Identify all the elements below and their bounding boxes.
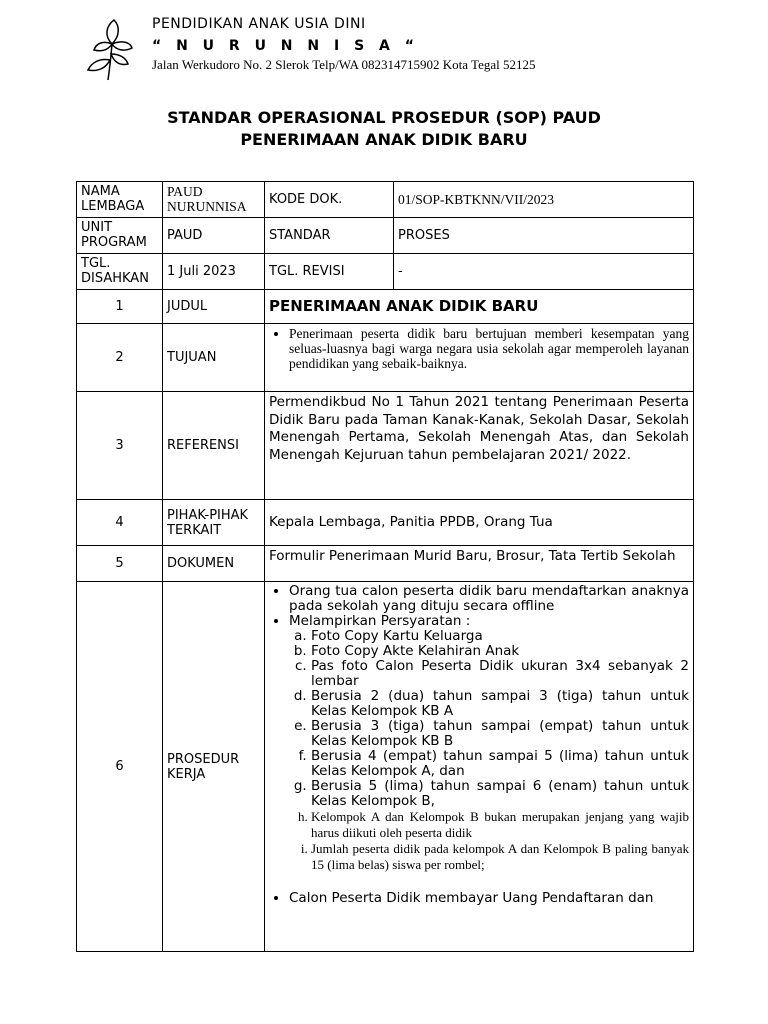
table-row — [77, 290, 694, 324]
purpose-cell — [265, 324, 694, 392]
row-label: TUJUAN — [163, 324, 265, 392]
table-row — [77, 546, 694, 582]
procedure-cell — [265, 582, 694, 952]
flower-logo-icon — [84, 14, 142, 82]
list-item: g. Berusia 5 (lima) tahun sampai 6 (enam) tahun untuk Kelas Kelompok B, — [311, 779, 689, 809]
value-cell: PROSES — [394, 218, 694, 254]
school-address: Jalan Werkudoro No. 2 Slerok Telp/WA 082314715902 Kota Tegal 52125 — [152, 57, 536, 72]
row-label: DOKUMEN — [163, 546, 265, 582]
list-item: f. Berusia 4 (empat) tahun sampai 5 (lima) tahun untuk Kelas Kelompok A, dan — [311, 749, 689, 779]
row-number: 3 — [77, 392, 163, 500]
list-item: d. Berusia 2 (dua) tahun sampai 3 (tiga) tahun untuk Kelas Kelompok KB A — [311, 689, 689, 719]
sop-title: PENERIMAAN ANAK DIDIK BARU — [265, 290, 694, 324]
list-item: b. Foto Copy Akte Kelahiran Anak — [311, 644, 689, 659]
table-row — [77, 218, 694, 254]
document-title: STANDAR OPERASIONAL PROSEDUR (SOP) PAUD — [167, 108, 601, 127]
list-item: • Calon Peserta Didik membayar Uang Pendaftaran dan — [289, 891, 689, 906]
reference-cell: Permendikbud No 1 Tahun 2021 tentang Penerimaan Peserta Didik Baru pada Taman Kanak-Kanak, Sekolah Dasar, Sekolah Menengah Pertama, Sekolah Menengah Atas, dan Sekolah Menengah Kejuruan tahun pembelajaran 2021/ 2022. — [265, 392, 694, 500]
row-label: PIHAK-PIHAK TERKAIT — [163, 500, 265, 546]
row-label: JUDUL — [163, 290, 265, 324]
row-number: 4 — [77, 500, 163, 546]
list-item: • Penerimaan peserta didik baru bertujuan memberi kesempatan yang seluas-luasnya bagi warga negara usia sekolah agar memperoleh layanan pendidikan yang sebaik-baiknya. — [289, 326, 689, 371]
row-label: PROSEDUR KERJA — [163, 582, 265, 952]
document-subtitle: PENERIMAAN ANAK DIDIK BARU — [240, 130, 528, 149]
label-cell: STANDAR — [265, 218, 394, 254]
list-item: e. Berusia 3 (tiga) tahun sampai (empat) tahun untuk Kelas Kelompok KB B — [311, 719, 689, 749]
parties-cell: Kepala Lembaga, Panitia PPDB, Orang Tua — [265, 500, 694, 546]
row-number: 5 — [77, 546, 163, 582]
row-number: 1 — [77, 290, 163, 324]
label-cell: NAMA LEMBAGA — [77, 182, 163, 218]
table-row — [77, 392, 694, 500]
label-cell: UNIT PROGRAM — [77, 218, 163, 254]
value-cell: PAUD — [163, 218, 265, 254]
table-row — [77, 582, 694, 952]
label-cell: TGL. DISAHKAN — [77, 254, 163, 290]
list-item: c. Pas foto Calon Peserta Didik ukuran 3x4 sebanyak 2 lembar — [311, 659, 689, 689]
table-row — [77, 254, 694, 290]
value-cell: 01/SOP-KBTKNN/VII/2023 — [394, 182, 694, 218]
list-item — [289, 614, 689, 873]
documents-cell: Formulir Penerimaan Murid Baru, Brosur, Tata Tertib Sekolah — [265, 546, 694, 582]
table-row — [77, 500, 694, 546]
requirements-heading: Melampirkan Persyaratan : — [289, 613, 471, 629]
list-item: a. Foto Copy Kartu Keluarga — [311, 629, 689, 644]
list-item: i. Jumlah peserta didik pada kelompok A dan Kelompok B paling banyak 15 (lima belas) siswa per rombel; — [311, 841, 689, 873]
school-type: PENDIDIKAN ANAK USIA DINI — [152, 16, 366, 32]
table-row — [77, 324, 694, 392]
value-cell: - — [394, 254, 694, 290]
school-name: “ N U R U N N I S A “ — [152, 38, 419, 54]
label-cell: TGL. REVISI — [265, 254, 394, 290]
label-cell: KODE DOK. — [265, 182, 394, 218]
value-cell: 1 Juli 2023 — [163, 254, 265, 290]
sop-table — [76, 181, 694, 952]
list-item: h. Kelompok A dan Kelompok B bukan merupakan jenjang yang wajib harus diikuti oleh peserta didik — [311, 809, 689, 841]
table-row — [77, 182, 694, 218]
row-label: REFERENSI — [163, 392, 265, 500]
row-number: 2 — [77, 324, 163, 392]
row-number: 6 — [77, 582, 163, 952]
list-item: • Orang tua calon peserta didik baru mendaftarkan anaknya pada sekolah yang dituju secara offline — [289, 584, 689, 614]
value-cell: PAUD NURUNNISA — [163, 182, 265, 218]
